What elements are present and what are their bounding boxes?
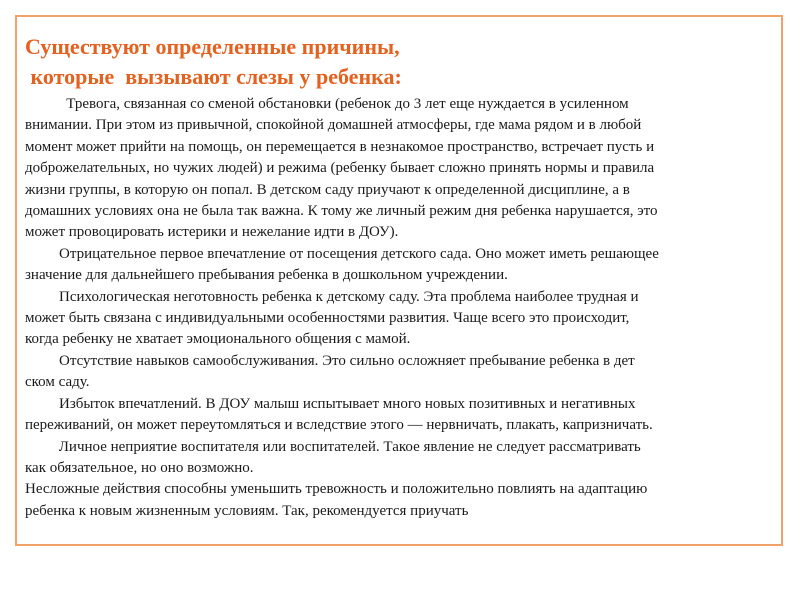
line-text: может провоцировать истерики и нежелание идти в ДОУ). [25, 224, 399, 241]
text-line [25, 437, 785, 458]
text-line [25, 244, 785, 265]
text-line [25, 115, 785, 136]
slide-heading [25, 32, 402, 92]
heading-line-1: Существуют определенные причины, [25, 34, 400, 59]
text-line [25, 394, 785, 415]
text-line [25, 180, 785, 201]
text-line [25, 329, 785, 350]
text-line [25, 265, 785, 286]
line-text: Личное неприятие воспитателя или воспитателей. Такое явление не следует рассматривать [55, 438, 641, 455]
line-text: жизни группы, в которую он попал. В детском саду приучают к определенной дисциплине, а в [25, 181, 630, 198]
text-line [25, 501, 785, 522]
line-text: ском саду. [25, 374, 90, 391]
heading-line-2: которые вызывают слезы у ребенка: [25, 64, 402, 89]
line-text: Тревога, связанная со сменой обстановки (ребенок до 3 лет еще нуждается в усиленном [55, 96, 629, 112]
text-line [25, 308, 785, 329]
line-text: внимании. При этом из привычной, спокойной домашней атмосферы, где мама рядом и в любой [25, 117, 642, 134]
line-text: когда ребенку не хватает эмоционального общения с мамой. [25, 331, 411, 348]
text-line [25, 222, 785, 243]
line-text: домашних условиях она не была так важна. К тому же личный режим дня ребенка нарушается, это [25, 203, 658, 220]
text-line [25, 415, 785, 436]
text-line [25, 479, 785, 500]
text-line [25, 137, 785, 158]
text-line [25, 287, 785, 308]
text-line [25, 201, 785, 222]
line-text: Несложные действия способны уменьшить тревожность и положительно повлиять на адаптацию [25, 481, 648, 498]
text-line [25, 372, 785, 393]
text-line [25, 94, 785, 115]
line-text: Психологическая неготовность ребенка к детскому саду. Эта проблема наиболее трудная и [59, 288, 639, 305]
line-text: доброжелательных, но чужих людей) и режима (ребенку бывает сложно принять нормы и правила [25, 160, 655, 177]
line-text: как обязательное, но оно возможно. [25, 459, 254, 476]
line-text: Избыток впечатлений. В ДОУ малыш испытывает много новых позитивных и негативных [59, 395, 636, 412]
line-text: Отрицательное первое впечатление от посещения детского сада. Оно может иметь решающее [59, 245, 659, 262]
text-line [25, 158, 785, 179]
line-text: ребенка к новым жизненным условиям. Так, рекомендуется приучать [25, 502, 469, 519]
line-text: Отсутствие навыков самообслуживания. Это сильно осложняет пребывание ребенка в дет [59, 352, 635, 369]
line-text: момент может прийти на помощь, он перемещается в незнакомое пространство, встречает пусть и [25, 138, 655, 155]
body-text [25, 94, 785, 522]
text-line [25, 351, 785, 372]
line-text: переживаний, он может переутомляться и вследствие этого — нервничать, плакать, капризничать. [25, 417, 653, 434]
line-text: значение для дальнейшего пребывания ребенка в дошкольном учреждении. [25, 267, 508, 284]
text-line [25, 458, 785, 479]
line-text: может быть связана с индивидуальными особенностями развития. Чаще всего это происходит, [25, 310, 630, 327]
